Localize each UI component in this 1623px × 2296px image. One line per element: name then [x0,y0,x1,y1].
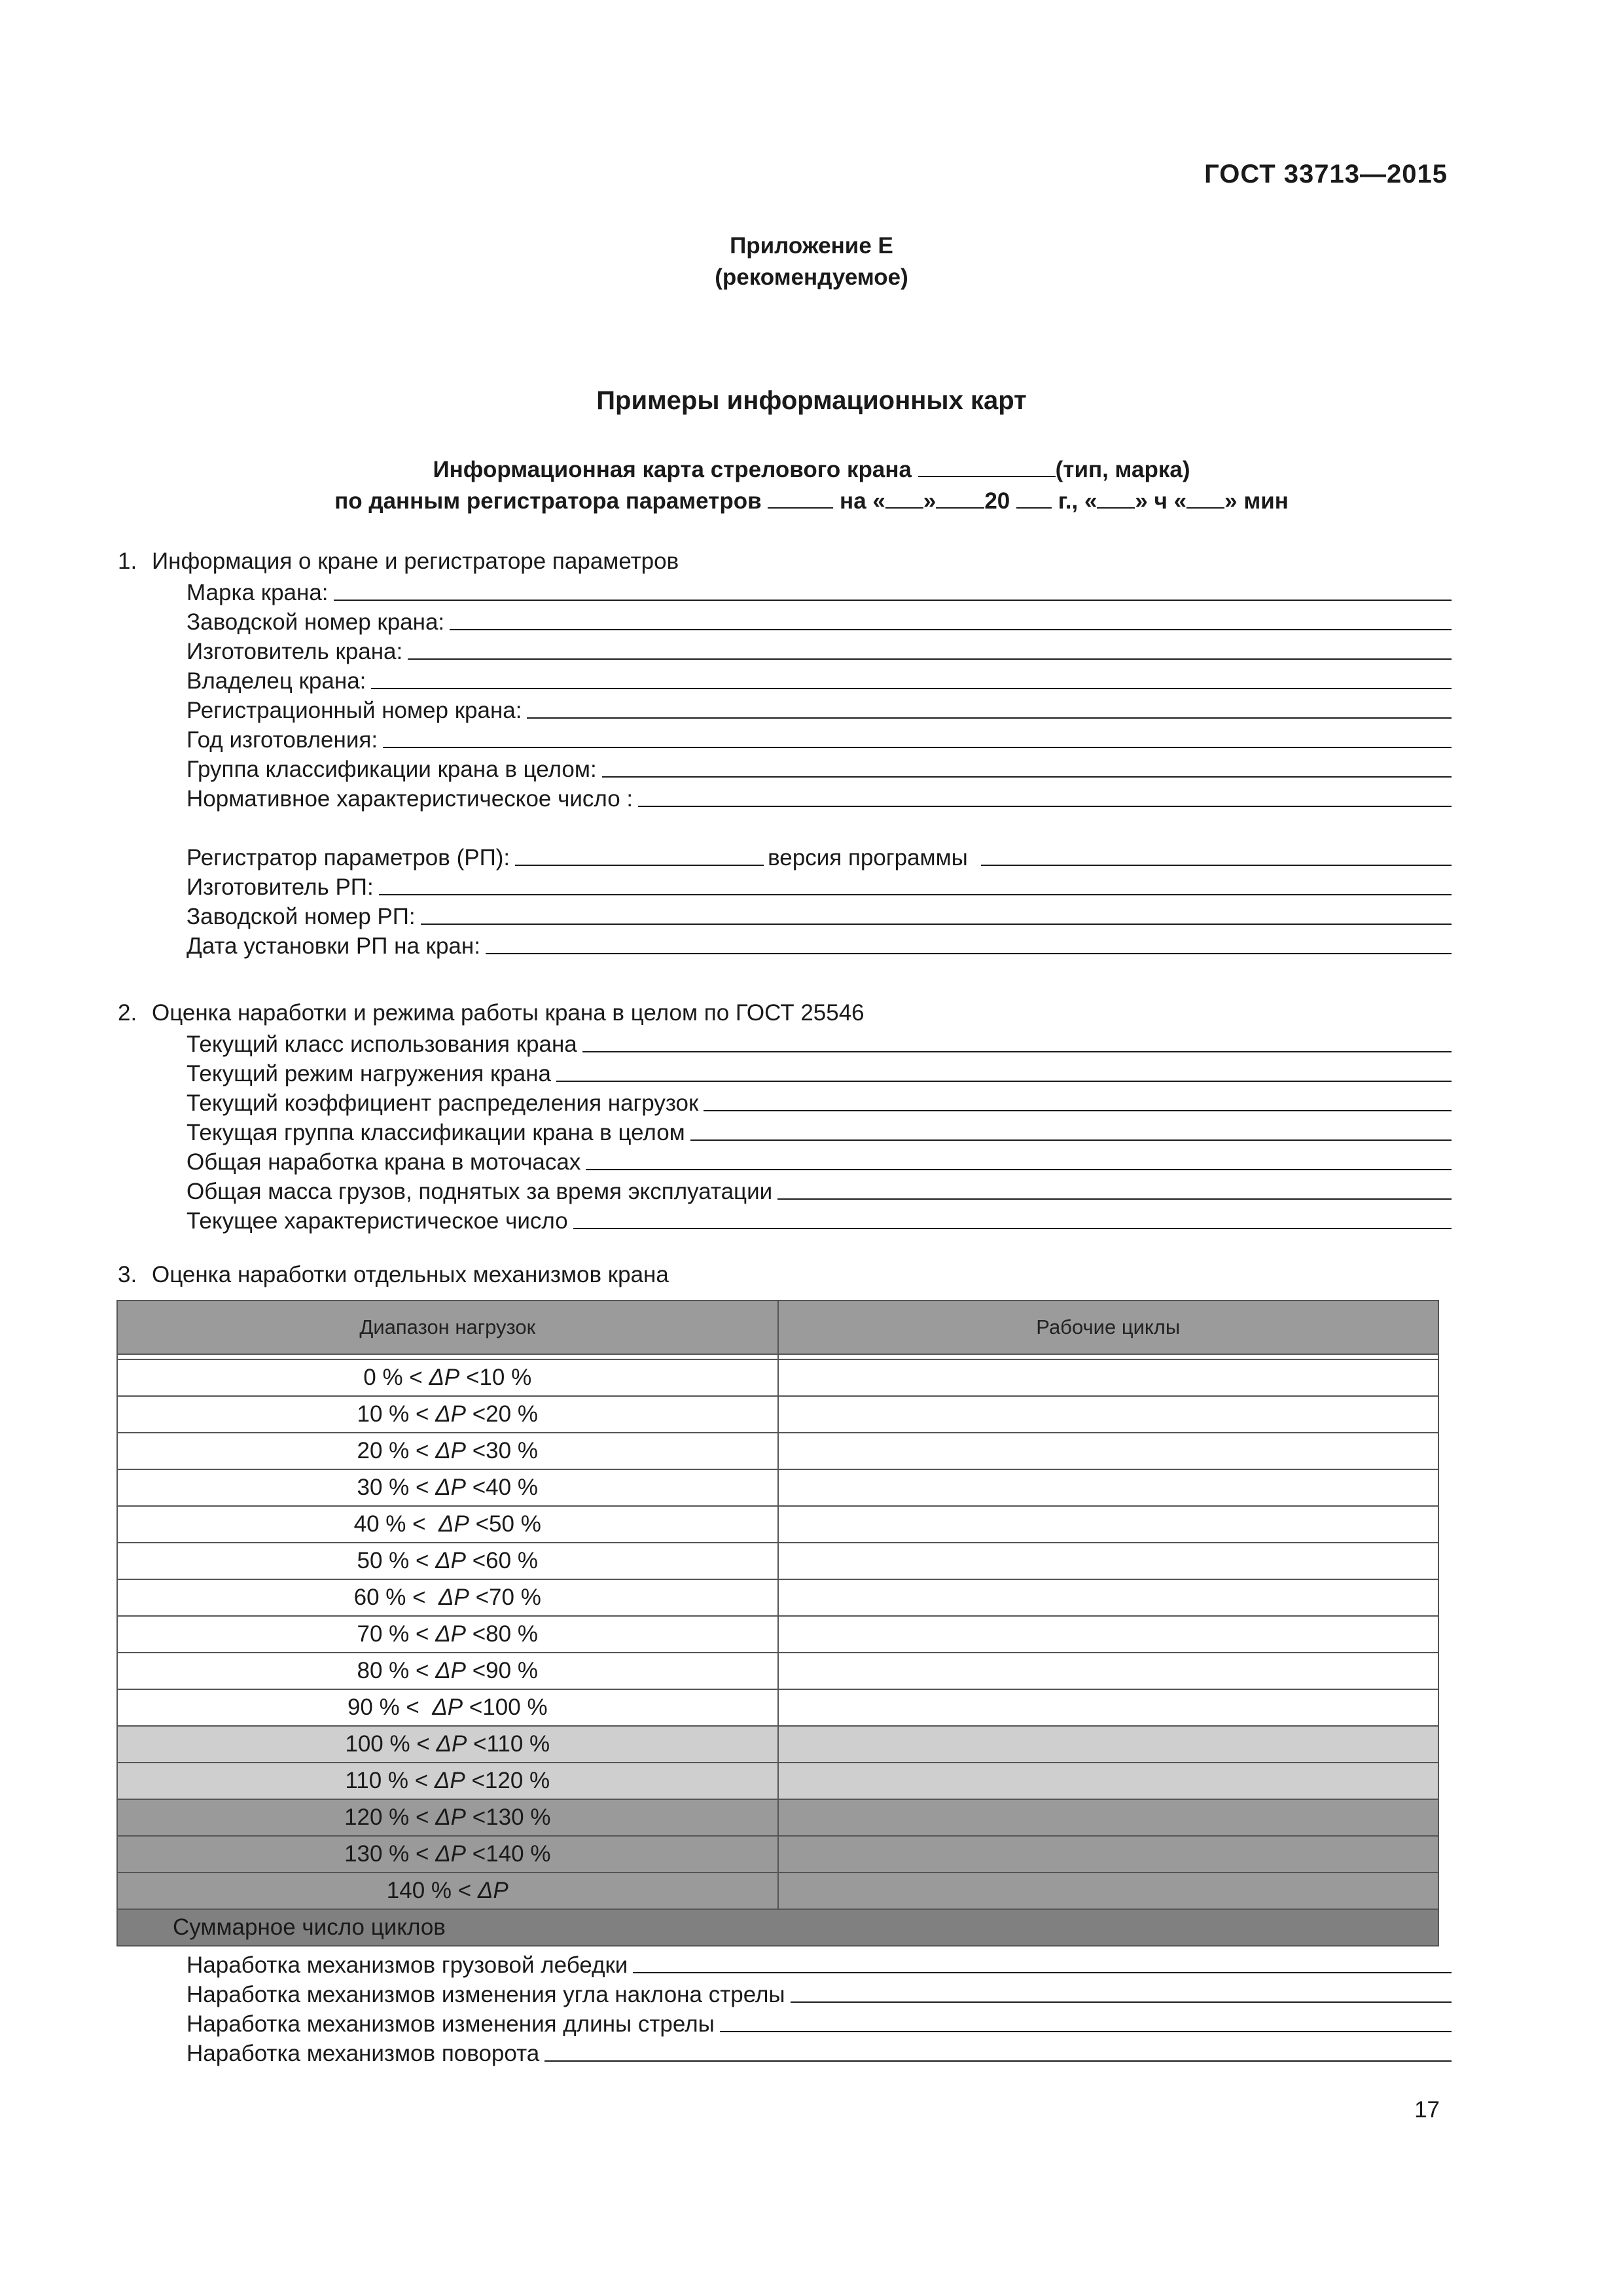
section-3-heading [118,1262,669,1288]
work-cycles-cell[interactable] [778,1616,1439,1653]
recorder-field[interactable] [187,843,1452,872]
form-field[interactable] [187,1206,1452,1236]
crane-type-blank[interactable] [918,457,1056,477]
page-number: 17 [1414,2097,1440,2123]
load-range-cell [117,1836,778,1873]
field-line[interactable] [334,600,1452,601]
form-field[interactable] [187,2039,1452,2068]
load-range-cell [117,1543,778,1579]
delta-p-symbol: ΔP [438,1585,469,1610]
standard-number: ГОСТ 33713—2015 [1204,160,1448,188]
section-3-number: 3. [118,1262,137,1287]
annex-title: Приложение Е [730,233,893,259]
year-blank[interactable] [1016,489,1052,509]
range-end: <70 % [469,1585,541,1610]
range-end: <120 % [465,1768,550,1793]
section-3-title: Оценка наработки отдельных механизмов крана [152,1262,669,1287]
range-end: <40 % [466,1475,538,1500]
range-start: 70 % < [357,1621,436,1647]
table-row [117,1616,1438,1653]
annex-type: (рекомендуемое) [715,264,908,290]
range-end: <80 % [466,1621,538,1647]
work-cycles-cell[interactable] [778,1396,1439,1433]
field-line[interactable] [690,1139,1452,1141]
delta-p-symbol: ΔP [435,1475,467,1500]
card-subtitle-text: по данным регистратора параметров [334,488,768,514]
form-field[interactable] [187,1147,1452,1177]
form-field[interactable] [187,1177,1452,1206]
field-label: Группа классификации крана в целом: [187,757,597,782]
field-label: Наработка механизмов поворота [187,2041,540,2066]
section-2-heading [118,1000,865,1026]
load-range-cell [117,1689,778,1726]
field-line[interactable] [486,953,1452,954]
field-label: Текущий режим нагружения крана [187,1061,551,1086]
field-label: Наработка механизмов изменения длины стрелы [187,2011,715,2037]
range-end: <110 % [467,1731,550,1757]
delta-p-symbol: ΔP [477,1878,508,1903]
delta-p-symbol: ΔP [435,1548,467,1573]
work-cycles-cell[interactable] [778,1469,1439,1506]
field-label: Текущее характеристическое число [187,1208,568,1234]
form-field[interactable] [187,784,1452,814]
field-line[interactable] [371,688,1452,689]
delta-p-symbol: ΔP [435,1621,467,1647]
field-label: Владелец крана: [187,668,366,694]
version-line[interactable] [981,865,1452,866]
field-line[interactable] [383,747,1452,748]
form-field[interactable] [187,696,1452,725]
form-field[interactable] [187,755,1452,784]
form-field[interactable] [187,1030,1452,1059]
form-field[interactable] [187,1950,1452,1980]
minute-suffix: » мин [1224,488,1289,514]
range-start: 80 % < [357,1658,436,1683]
form-field[interactable] [187,1118,1452,1147]
minute-prefix: » ч « [1135,488,1187,514]
form-field[interactable] [187,1980,1452,2009]
form-field[interactable] [187,666,1452,696]
load-range-cell [117,1726,778,1763]
load-range-cell [117,1653,778,1689]
work-cycles-cell[interactable] [778,1653,1439,1689]
version-label: версия программы [768,845,968,870]
delta-p-symbol: ΔP [435,1438,467,1463]
total-cycles-label: Суммарное число циклов [117,1909,1438,1946]
load-range-cell [117,1873,778,1909]
range-start: 20 % < [357,1438,436,1463]
field-label: Заводской номер РП: [187,904,416,929]
form-field[interactable] [187,725,1452,755]
range-end: <30 % [466,1438,538,1463]
range-start: 130 % < [344,1841,436,1867]
form-field[interactable] [187,931,1452,961]
work-cycles-cell[interactable] [778,1873,1439,1909]
field-label: Регистрационный номер крана: [187,698,522,723]
range-start: 90 % < [347,1695,433,1720]
table-row [117,1689,1438,1726]
total-row [117,1909,1438,1946]
table-row [117,1469,1438,1506]
field-line[interactable] [527,717,1452,719]
range-end: <20 % [466,1401,538,1427]
load-range-cell [117,1799,778,1836]
range-start: 140 % < [386,1878,478,1903]
form-field[interactable] [187,2009,1452,2039]
range-end: <140 % [466,1841,551,1867]
field-label: Регистратор параметров (РП): [187,845,510,870]
month-blank[interactable] [936,489,984,509]
range-end: <100 % [463,1695,548,1720]
field-line[interactable] [777,1198,1452,1200]
field-label: Общая наработка крана в моточасах [187,1149,581,1175]
load-range-cell [117,1616,778,1653]
recorder-line[interactable] [515,865,764,866]
delta-p-symbol: ΔP [429,1365,460,1390]
field-line[interactable] [408,658,1452,660]
section-1-title: Информация о кране и регистраторе параметров [152,548,679,574]
range-start: 50 % < [357,1548,436,1573]
column-header-work-cycles: Рабочие циклы [778,1300,1439,1354]
field-line[interactable] [450,629,1452,630]
work-cycles-cell[interactable] [778,1689,1439,1726]
field-line[interactable] [791,2001,1452,2003]
field-label: Заводской номер крана: [187,609,445,635]
load-range-cell [117,1359,778,1396]
work-cycles-cell[interactable] [778,1543,1439,1579]
table-row [117,1543,1438,1579]
table-row [117,1506,1438,1543]
range-end: <90 % [466,1658,538,1683]
form-field[interactable] [187,872,1452,902]
field-line[interactable] [556,1081,1452,1082]
delta-p-symbol: ΔP [432,1695,463,1720]
card-title-text: Информационная карта стрелового крана [433,457,918,482]
field-line[interactable] [421,924,1452,925]
page-title: Примеры информационных карт [596,386,1027,415]
table-row [117,1579,1438,1616]
field-label: Наработка механизмов грузовой лебедки [187,1952,628,1978]
section-2-title: Оценка наработки и режима работы крана в целом по ГОСТ 25546 [152,1000,865,1026]
work-cycles-cell[interactable] [778,1506,1439,1543]
day-blank[interactable] [885,489,923,509]
form-field[interactable] [187,902,1452,931]
form-field[interactable] [187,637,1452,666]
date-prefix: на « [833,488,885,514]
table-row [117,1726,1438,1763]
card-title-line-2 [0,488,1623,514]
table-row [117,1359,1438,1396]
table-header-row [117,1300,1438,1354]
range-start: 0 % < [363,1365,429,1390]
field-label: Год изготовления: [187,727,378,753]
card-title-hint: (тип, марка) [1055,457,1190,482]
field-label: Текущая группа классификации крана в целом [187,1120,685,1145]
section-2-number: 2. [118,1000,137,1026]
table-row [117,1433,1438,1469]
field-line[interactable] [602,776,1452,778]
section-1-heading [118,548,679,575]
delta-p-symbol: ΔP [435,1841,467,1867]
range-start: 40 % < [353,1511,439,1537]
load-range-cell [117,1506,778,1543]
work-cycles-cell[interactable] [778,1579,1439,1616]
range-end: <10 % [459,1365,532,1390]
field-label: Текущий класс использования крана [187,1031,577,1057]
field-line[interactable] [586,1169,1452,1170]
work-cycles-cell[interactable] [778,1836,1439,1873]
range-start: 120 % < [344,1804,436,1830]
range-end: <130 % [466,1804,551,1830]
load-range-cell [117,1396,778,1433]
field-label: Наработка механизмов изменения угла наклона стрелы [187,1982,785,2007]
range-end: <60 % [466,1548,538,1573]
field-label: Дата установки РП на кран: [187,933,480,959]
delta-p-symbol: ΔP [435,1401,467,1427]
field-line[interactable] [633,1972,1452,1973]
field-line[interactable] [544,2060,1452,2062]
field-label: Изготовитель крана: [187,639,403,664]
work-cycles-cell[interactable] [778,1799,1439,1836]
delta-p-symbol: ΔP [438,1511,469,1537]
date-quote: » [923,488,936,514]
form-field[interactable] [187,607,1452,637]
form-field[interactable] [187,1088,1452,1118]
load-range-cell [117,1763,778,1799]
form-field[interactable] [187,578,1452,607]
delta-p-symbol: ΔP [436,1731,467,1757]
hour-prefix: г., « [1051,488,1097,514]
field-line[interactable] [582,1051,1452,1052]
field-line[interactable] [704,1110,1452,1111]
work-cycles-cell[interactable] [778,1433,1439,1469]
work-cycles-cell[interactable] [778,1726,1439,1763]
recorder-blank[interactable] [768,489,833,509]
column-header-load-range: Диапазон нагрузок [117,1300,778,1354]
range-start: 30 % < [357,1475,436,1500]
table-row [117,1836,1438,1873]
section-1-number: 1. [118,548,137,574]
range-start: 100 % < [345,1731,437,1757]
field-label: Нормативное характеристическое число : [187,786,633,812]
delta-p-symbol: ΔP [435,1804,467,1830]
range-start: 60 % < [353,1585,439,1610]
table-row [117,1873,1438,1909]
table-row [117,1396,1438,1433]
range-end: <50 % [469,1511,541,1537]
delta-p-symbol: ΔP [435,1658,467,1683]
load-range-cell [117,1579,778,1616]
field-label: Общая масса грузов, поднятых за время эксплуатации [187,1179,773,1204]
load-ranges-table [116,1300,1439,1946]
range-start: 10 % < [357,1401,436,1427]
table-spacer-row [117,1354,1438,1359]
delta-p-symbol: ΔP [434,1768,465,1793]
table-row [117,1799,1438,1836]
field-label: Изготовитель РП: [187,874,374,900]
minute-blank[interactable] [1186,489,1224,509]
range-start: 110 % < [345,1768,435,1793]
work-cycles-cell[interactable] [778,1359,1439,1396]
load-range-cell [117,1433,778,1469]
form-field[interactable] [187,1059,1452,1088]
year-prefix: 20 [984,488,1016,514]
field-line[interactable] [720,2031,1452,2032]
field-label: Марка крана: [187,580,329,605]
field-label: Текущий коэффициент распределения нагрузок [187,1090,699,1116]
field-line[interactable] [379,894,1452,895]
card-title-line-1 [0,457,1623,483]
field-line[interactable] [638,806,1452,807]
hour-blank[interactable] [1097,489,1135,509]
load-range-cell [117,1469,778,1506]
table-row [117,1763,1438,1799]
work-cycles-cell[interactable] [778,1763,1439,1799]
field-line[interactable] [573,1228,1452,1229]
table-row [117,1653,1438,1689]
